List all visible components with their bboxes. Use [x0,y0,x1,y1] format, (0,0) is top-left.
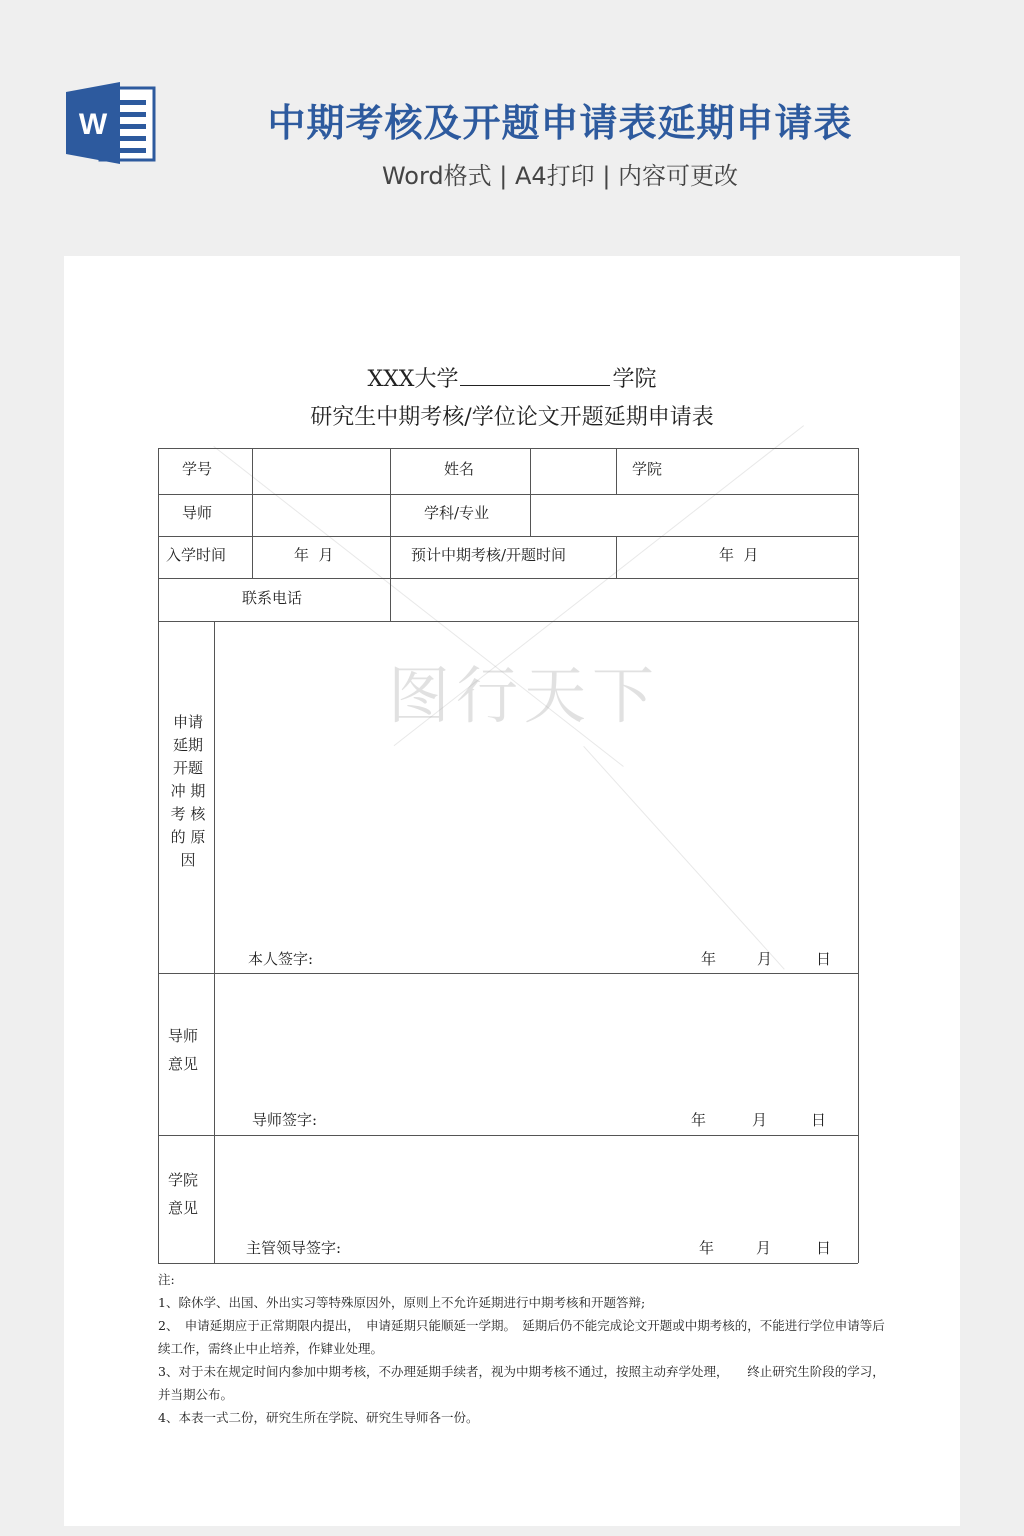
note-heading: 注: [158,1272,175,1287]
form-line [158,536,858,537]
form-line [158,494,858,495]
leader-sign-day: 日 [816,1239,832,1257]
university-name: XXX大学 [367,367,459,392]
enroll-time-label: 入学时间 [166,546,227,564]
form-title: 研究生中期考核/学位论文开题延期申请表 [310,405,714,430]
form-line [158,578,858,579]
planned-year-month: 年 月 [719,546,759,564]
note-item: 4、本表一式二份，研究生所在学院、研究生导师各一份。 [158,1410,479,1425]
notes-section [158,1268,888,1429]
leader-sign-year: 年 [699,1239,715,1257]
advisor-sign-month: 月 [752,1111,768,1129]
leader-signature-label: 主管领导签字: [246,1239,342,1257]
college-label: 学院 [632,460,663,478]
form-line [158,1263,858,1264]
college-opinion-label: 学院 意见 [167,1171,198,1217]
self-sign-year: 年 [701,950,717,968]
note-item: 2、 申请延期应于正常期限内提出， 申请延期只能顺延一学期。 延期后仍不能完成论文开题或中期考核的，不能进行学位申请等后续工作，需终止中止培养，作肄业处理。 [158,1318,885,1356]
self-sign-month: 月 [757,950,773,968]
advisor-opinion-label: 导师 意见 [167,1027,198,1073]
leader-sign-month: 月 [756,1239,772,1257]
advisor-label: 导师 [182,504,213,522]
document-page [64,256,960,1526]
name-label: 姓名 [444,460,475,478]
planned-time-label: 预计中期考核/开题时间 [411,546,567,564]
reason-label: 申请 延期 开题 冲 期 考 核 的 原 因 [170,713,206,869]
form-line [158,1135,858,1136]
enroll-year-month: 年 月 [294,546,334,564]
student-id-label: 学号 [182,460,213,478]
form-line [158,448,858,449]
svg-text:W: W [78,108,108,141]
form-line [616,536,617,578]
note-item: 3、对于未在规定时间内参加中期考核，不办理延期手续者，视为中期考核不通过，按照主动弃学处理， 终止研究生阶段的学习，并当期公布。 [158,1364,885,1402]
form-line [530,448,531,536]
advisor-signature-label: 导师签字: [252,1111,318,1129]
advisor-sign-year: 年 [691,1111,707,1129]
self-sign-day: 日 [816,950,832,968]
college-suffix: 学院 [612,367,657,392]
form-line [390,448,391,621]
form-line [214,621,215,1263]
page-title: 中期考核及开题申请表延期申请表 [267,101,853,145]
self-signature-label: 本人签字: [248,950,314,968]
form-line [858,448,859,1263]
major-label: 学科/专业 [424,504,490,522]
word-doc-icon [66,82,156,164]
note-item: 1、除休学、出国、外出实习等特殊原因外，原则上不允许延期进行中期考核和开题答辩; [158,1295,646,1310]
phone-label: 联系电话 [242,589,303,607]
page-subtitle: Word格式 | A4打印 | 内容可更改 [381,162,739,190]
form-line [158,621,858,622]
form-line [158,448,159,1263]
form-line [158,973,858,974]
form-line [252,448,253,578]
form-line [616,448,617,494]
advisor-sign-day: 日 [811,1111,827,1129]
watermark: 图行天下 [388,659,661,732]
